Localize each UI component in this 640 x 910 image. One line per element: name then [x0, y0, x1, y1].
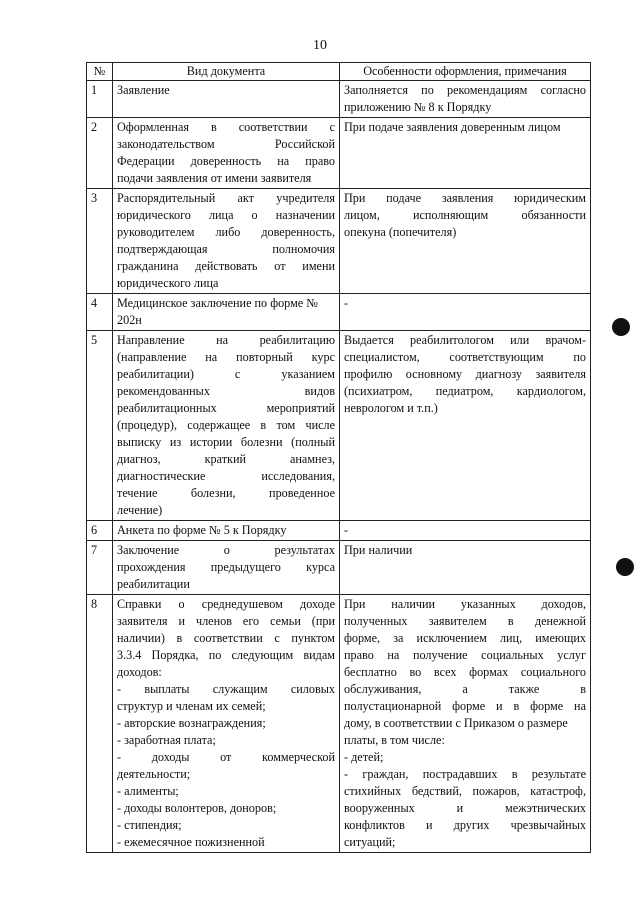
document-type-line: юридического лица [117, 276, 219, 290]
notes-line: лицом, исполняющим обязанности [344, 208, 586, 222]
header-notes: Особенности оформления, примечания [340, 63, 591, 81]
document-type-line: Медицинское заключение по форме № [117, 296, 318, 310]
documents-table [86, 62, 591, 853]
notes-line: Выдается реабилитологом или врачом- [344, 333, 586, 347]
row-number: 8 [87, 595, 113, 853]
notes-line: дому, в соответствии с Приказом о размере [344, 716, 568, 730]
notes-line: - [344, 523, 349, 537]
document-type-cell [113, 595, 340, 853]
document-type-line: лечение) [117, 503, 163, 517]
document-type-line: реабилитационных мероприятий [117, 401, 335, 415]
notes-line: бесплатно во всех формах социального [344, 665, 586, 679]
notes-line: форме, за исключением лиц, имеющих [344, 631, 586, 645]
notes-line: профилю основному диагнозу заявителя [344, 367, 586, 381]
notes-cell [340, 294, 591, 331]
document-type-line: Направление на реабилитацию [117, 333, 335, 347]
table-row [87, 595, 591, 853]
document-type-line: гражданина действовать от имени [117, 259, 335, 273]
punch-hole-icon [612, 318, 630, 336]
table-row [87, 118, 591, 189]
table-header-row [87, 63, 591, 81]
table-row [87, 331, 591, 521]
notes-line: стихийных бедствий, пожаров, катастроф, [344, 784, 586, 798]
document-type-line: заявителя и членов его семьи (при [117, 614, 335, 628]
document-type-line: - алименты; [117, 784, 179, 798]
header-document-type: Вид документа [113, 63, 340, 81]
document-type-line: наличии) в соответствии с пунктом [117, 631, 335, 645]
notes-cell [340, 118, 591, 189]
row-number: 1 [87, 81, 113, 118]
document-type-line: - ежемесячное пожизненной [117, 835, 265, 849]
document-type-cell [113, 331, 340, 521]
notes-line: опекуна (попечителя) [344, 225, 457, 239]
table-row [87, 81, 591, 118]
notes-cell [340, 541, 591, 595]
document-type-cell [113, 294, 340, 331]
row-number: 5 [87, 331, 113, 521]
notes-line: - граждан, пострадавших в результате [344, 767, 586, 781]
document-type-line: (процедур), содержащее в том числе [117, 418, 335, 432]
notes-line: право на получение социальных услуг [344, 648, 586, 662]
notes-line: При подаче заявления доверенным лицом [344, 120, 561, 134]
document-type-line: - доходы от коммерческой [117, 750, 335, 764]
document-type-line: Федерации доверенность на право [117, 154, 335, 168]
document-type-line: руководителем либо доверенность, [117, 225, 335, 239]
notes-line: - детей; [344, 750, 384, 764]
document-type-line: (направление на повторный курс [117, 350, 335, 364]
document-type-line: диагностические исследования, [117, 469, 335, 483]
document-type-line: 3.3.4 Порядка, по следующим видам [117, 648, 335, 662]
notes-line: специалистом, соответствующим по [344, 350, 586, 364]
document-type-line: доходов: [117, 665, 162, 679]
table-row [87, 294, 591, 331]
document-type-line: рекомендованных видов [117, 384, 335, 398]
document-type-line: диагноз, краткий анамнез, [117, 452, 335, 466]
document-type-line: деятельности; [117, 767, 191, 781]
notes-line: (психиатром, педиатром, кардиологом, [344, 384, 586, 398]
document-type-line: - стипендия; [117, 818, 182, 832]
document-type-line: подачи заявления от имени заявителя [117, 171, 312, 185]
notes-line: - [344, 296, 349, 310]
document-type-line: прохождения предыдущего курса [117, 560, 335, 574]
document-type-line: структур и членам их семей; [117, 699, 266, 713]
notes-line: платы, в том числе: [344, 733, 445, 747]
document-type-line: - заработная плата; [117, 733, 216, 747]
notes-line: ситуаций; [344, 835, 396, 849]
notes-line: обслуживания, а также в [344, 682, 586, 696]
document-type-cell [113, 118, 340, 189]
notes-line: полустационарной форме и в форме на [344, 699, 586, 713]
page-number: 10 [313, 38, 327, 53]
table-row [87, 521, 591, 541]
document-type-line: выписку из истории болезни (полный [117, 435, 335, 449]
document-type-line: - доходы волонтеров, доноров; [117, 801, 277, 815]
notes-cell [340, 81, 591, 118]
notes-cell [340, 331, 591, 521]
document-type-cell [113, 541, 340, 595]
header-number: № [87, 63, 113, 81]
document-type-line: Анкета по форме № 5 к Порядку [117, 523, 287, 537]
document-type-line: Справки о среднедушевом доходе [117, 597, 335, 611]
row-number: 3 [87, 189, 113, 294]
document-type-line: - авторские вознаграждения; [117, 716, 266, 730]
document-type-line: течение болезни, проведенное [117, 486, 335, 500]
document-type-line: Оформленная в соответствии с [117, 120, 335, 134]
row-number: 2 [87, 118, 113, 189]
document-type-cell [113, 189, 340, 294]
document-type-line: реабилитации) с указанием [117, 367, 335, 381]
document-type-line: реабилитации [117, 577, 190, 591]
notes-line: конфликтов и других чрезвычайных [344, 818, 586, 832]
document-type-cell [113, 521, 340, 541]
row-number: 6 [87, 521, 113, 541]
notes-line: При наличии указанных доходов, [344, 597, 586, 611]
notes-line: вооруженных и межэтнических [344, 801, 586, 815]
notes-line: приложению № 8 к Порядку [344, 100, 492, 114]
document-type-line: Распорядительный акт учредителя [117, 191, 335, 205]
punch-hole-icon [616, 558, 634, 576]
notes-cell [340, 189, 591, 294]
document-type-line: - выплаты служащим силовых [117, 682, 335, 696]
row-number: 4 [87, 294, 113, 331]
document-type-line: Заключение о результатах [117, 543, 335, 557]
document-type-line: 202н [117, 313, 142, 327]
notes-line: При подаче заявления юридическим [344, 191, 586, 205]
notes-line: полученных заявителем в денежной [344, 614, 586, 628]
notes-cell [340, 595, 591, 853]
document-type-line: подтверждающая полномочия [117, 242, 335, 256]
document-type-line: Заявление [117, 83, 170, 97]
table-row [87, 541, 591, 595]
document-type-line: законодательством Российской [117, 137, 335, 151]
notes-line: Заполняется по рекомендациям согласно [344, 83, 586, 97]
notes-line: При наличии [344, 543, 413, 557]
document-type-cell [113, 81, 340, 118]
notes-cell [340, 521, 591, 541]
document-type-line: юридического лица о назначении [117, 208, 335, 222]
table-row [87, 189, 591, 294]
notes-line: неврологом и т.п.) [344, 401, 438, 415]
row-number: 7 [87, 541, 113, 595]
